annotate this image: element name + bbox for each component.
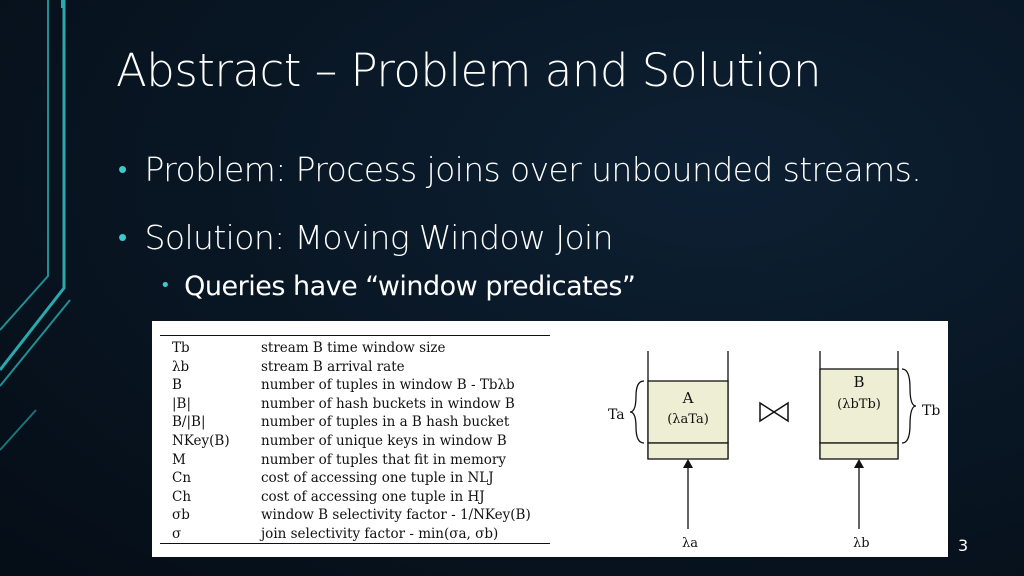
table-description: stream B arrival rate (261, 358, 405, 375)
window-a-size: (λaTa) (667, 412, 709, 427)
table-symbol: σb (172, 507, 190, 524)
bullet-text: Solution: Moving Window Join (144, 218, 613, 257)
table-symbol: B/|B| (172, 414, 206, 431)
table-description: number of unique keys in window B (261, 433, 507, 449)
table-symbol: NKey(B) (172, 433, 230, 449)
slide-title: Abstract – Problem and Solution (116, 44, 822, 97)
table-description: number of tuples in window B - Tbλb (261, 377, 515, 394)
table-symbol: Tb (172, 340, 190, 356)
table-top-rule (160, 335, 550, 336)
table-symbol: B (172, 377, 182, 394)
table-symbol: σ (172, 526, 182, 542)
table-description: number of tuples that fit in memory (261, 451, 506, 468)
window-b-size: (λbTb) (837, 397, 881, 412)
ta-label: Ta (608, 407, 625, 423)
bullet-dot-icon: • (118, 223, 127, 253)
bullet-solution (118, 218, 613, 257)
lambda-b-label: λb (853, 536, 870, 551)
window-join-diagram (592, 341, 948, 557)
table-description: number of tuples in a B hash bucket (261, 414, 510, 431)
page-number: 3 (958, 536, 969, 555)
window-a-label: A (682, 389, 694, 407)
sub-bullet-text: Queries have “window predicates” (184, 271, 636, 302)
figure-panel (152, 321, 948, 557)
window-b-label: B (853, 373, 865, 391)
table-description: window B selectivity factor - 1/NKey(B) (261, 507, 531, 524)
tb-label: Tb (922, 403, 941, 419)
table-description: cost of accessing one tuple in HJ (261, 488, 485, 505)
table-description: stream B time window size (261, 340, 446, 356)
table-description: number of hash buckets in window B (261, 395, 515, 412)
table-symbol: Cn (172, 470, 192, 487)
table-symbol: |B| (172, 395, 192, 412)
decorative-lines (0, 0, 90, 576)
bullet-dot-icon: • (118, 155, 127, 185)
table-symbol: λb (172, 358, 190, 375)
table-bottom-rule (160, 543, 550, 544)
lambda-a-label: λa (682, 536, 698, 551)
bullet-problem (118, 150, 921, 189)
table-description: join selectivity factor - min(σa, σb) (261, 526, 499, 542)
table-symbol: M (172, 451, 186, 468)
table-description: cost of accessing one tuple in NLJ (261, 470, 494, 487)
bullet-text: Problem: Process joins over unbounded streams. (144, 150, 922, 189)
join-symbol-icon (760, 403, 788, 421)
sub-bullet-window-predicates (160, 271, 635, 302)
table-symbol: Ch (172, 488, 192, 505)
bullet-dot-icon: • (160, 275, 171, 296)
